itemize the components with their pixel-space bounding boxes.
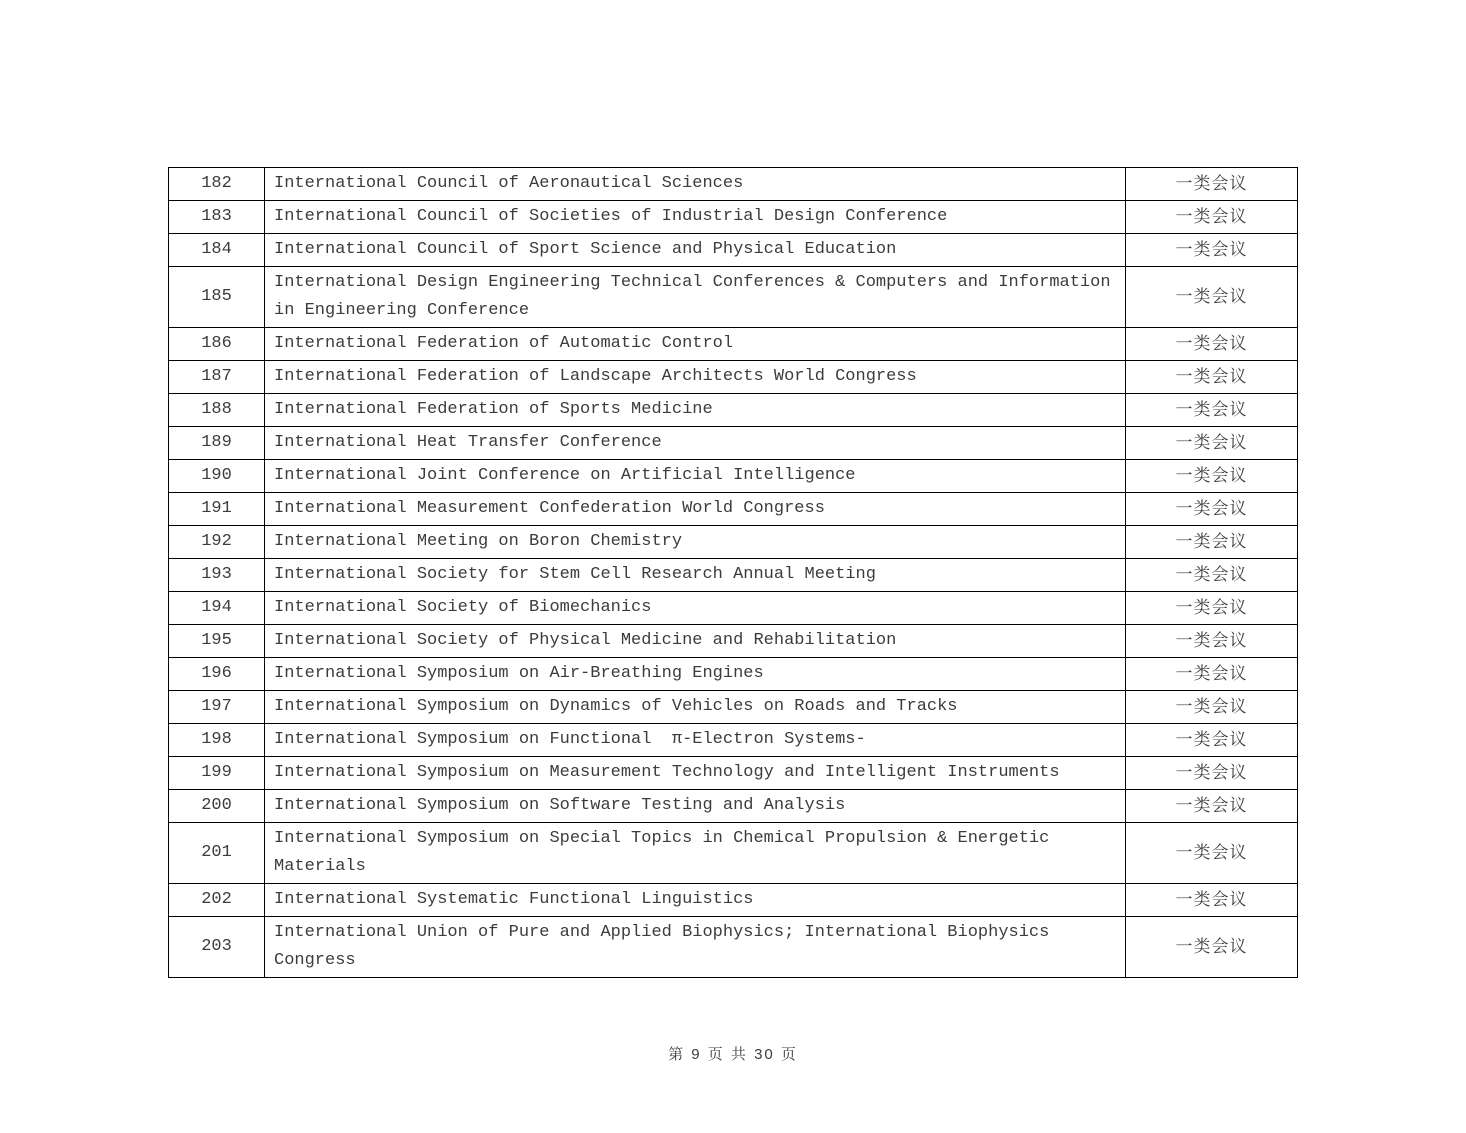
table-row [169, 427, 1298, 460]
conference-name-cell: International Federation of Landscape Architects World Congress [265, 361, 1126, 394]
category-cell: 一类会议 [1126, 823, 1298, 884]
category-cell: 一类会议 [1126, 267, 1298, 328]
table-row [169, 234, 1298, 267]
category-cell: 一类会议 [1126, 394, 1298, 427]
table-row [169, 493, 1298, 526]
conference-name-cell: International Symposium on Air-Breathing Engines [265, 658, 1126, 691]
conference-name-cell: International Heat Transfer Conference [265, 427, 1126, 460]
table-row [169, 790, 1298, 823]
row-number-cell: 195 [169, 625, 265, 658]
category-cell: 一类会议 [1126, 526, 1298, 559]
row-number-cell: 202 [169, 884, 265, 917]
category-cell: 一类会议 [1126, 328, 1298, 361]
table-row [169, 625, 1298, 658]
category-cell: 一类会议 [1126, 460, 1298, 493]
category-cell: 一类会议 [1126, 658, 1298, 691]
conference-name-cell: International Measurement Confederation World Congress [265, 493, 1126, 526]
row-number-cell: 194 [169, 592, 265, 625]
row-number-cell: 197 [169, 691, 265, 724]
row-number-cell: 183 [169, 201, 265, 234]
conference-name-cell: International Symposium on Dynamics of Vehicles on Roads and Tracks [265, 691, 1126, 724]
table-row [169, 592, 1298, 625]
row-number-cell: 192 [169, 526, 265, 559]
page-footer: 第 9 页 共 30 页 [668, 1046, 798, 1063]
conference-name-cell: International Council of Sport Science and Physical Education [265, 234, 1126, 267]
row-number-cell: 199 [169, 757, 265, 790]
conference-name-cell: International Symposium on Software Testing and Analysis [265, 790, 1126, 823]
conference-name-cell: International Joint Conference on Artificial Intelligence [265, 460, 1126, 493]
table-row [169, 724, 1298, 757]
category-cell: 一类会议 [1126, 493, 1298, 526]
category-cell: 一类会议 [1126, 724, 1298, 757]
row-number-cell: 193 [169, 559, 265, 592]
row-number-cell: 203 [169, 917, 265, 978]
category-cell: 一类会议 [1126, 427, 1298, 460]
table-row [169, 267, 1298, 328]
conference-name-cell: International Society of Biomechanics [265, 592, 1126, 625]
table-row [169, 658, 1298, 691]
category-cell: 一类会议 [1126, 201, 1298, 234]
category-cell: 一类会议 [1126, 757, 1298, 790]
category-cell: 一类会议 [1126, 361, 1298, 394]
category-cell: 一类会议 [1126, 917, 1298, 978]
row-number-cell: 190 [169, 460, 265, 493]
category-cell: 一类会议 [1126, 559, 1298, 592]
row-number-cell: 185 [169, 267, 265, 328]
category-cell: 一类会议 [1126, 168, 1298, 201]
conference-name-cell: International Union of Pure and Applied Biophysics; International Biophysics Congress [265, 917, 1126, 978]
table-row [169, 757, 1298, 790]
table-row [169, 460, 1298, 493]
conference-name-cell: International Design Engineering Technical Conferences & Computers and Information in Engineering Conference [265, 267, 1126, 328]
row-number-cell: 182 [169, 168, 265, 201]
conference-table [168, 167, 1298, 978]
row-number-cell: 186 [169, 328, 265, 361]
table-row [169, 394, 1298, 427]
table-body [169, 168, 1298, 978]
table-row [169, 526, 1298, 559]
category-cell: 一类会议 [1126, 884, 1298, 917]
table-row [169, 823, 1298, 884]
conference-name-cell: International Symposium on Functional π-Electron Systems- [265, 724, 1126, 757]
conference-name-cell: International Symposium on Special Topics in Chemical Propulsion & Energetic Materials [265, 823, 1126, 884]
row-number-cell: 189 [169, 427, 265, 460]
row-number-cell: 200 [169, 790, 265, 823]
row-number-cell: 198 [169, 724, 265, 757]
table-row [169, 328, 1298, 361]
category-cell: 一类会议 [1126, 625, 1298, 658]
table-row [169, 201, 1298, 234]
row-number-cell: 201 [169, 823, 265, 884]
category-cell: 一类会议 [1126, 234, 1298, 267]
row-number-cell: 188 [169, 394, 265, 427]
conference-name-cell: International Society of Physical Medicine and Rehabilitation [265, 625, 1126, 658]
category-cell: 一类会议 [1126, 691, 1298, 724]
conference-name-cell: International Systematic Functional Linguistics [265, 884, 1126, 917]
table-row [169, 917, 1298, 978]
table-row [169, 559, 1298, 592]
table-row [169, 168, 1298, 201]
conference-name-cell: International Society for Stem Cell Research Annual Meeting [265, 559, 1126, 592]
table-row [169, 691, 1298, 724]
row-number-cell: 184 [169, 234, 265, 267]
conference-name-cell: International Council of Societies of Industrial Design Conference [265, 201, 1126, 234]
row-number-cell: 187 [169, 361, 265, 394]
row-number-cell: 196 [169, 658, 265, 691]
table-row [169, 361, 1298, 394]
category-cell: 一类会议 [1126, 592, 1298, 625]
conference-name-cell: International Federation of Sports Medicine [265, 394, 1126, 427]
conference-name-cell: International Symposium on Measurement Technology and Intelligent Instruments [265, 757, 1126, 790]
conference-name-cell: International Meeting on Boron Chemistry [265, 526, 1126, 559]
category-cell: 一类会议 [1126, 790, 1298, 823]
row-number-cell: 191 [169, 493, 265, 526]
table-row [169, 884, 1298, 917]
conference-name-cell: International Federation of Automatic Control [265, 328, 1126, 361]
conference-name-cell: International Council of Aeronautical Sciences [265, 168, 1126, 201]
